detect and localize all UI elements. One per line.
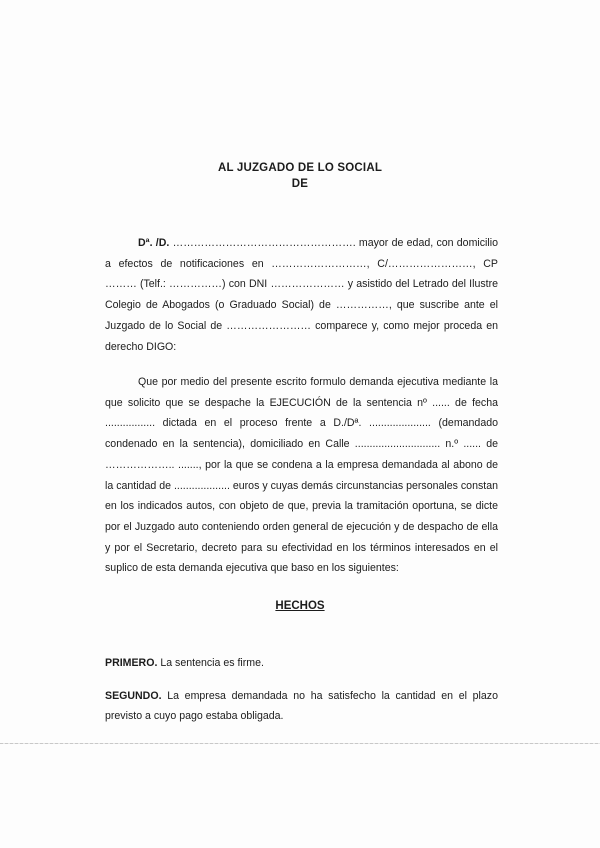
intro-text: ……………………………………………. mayor de edad, con domicilio a efectos de notificaciones en ………………………, C/……………………, CP ……… (Telf.: ……………) con DNI ………………… y asistido del Letrado del Ilustre Colegio de Abogados (o Graduado Social) de ……………, que suscribe ante el Juzgado de lo Social de …………………… comparece y, como mejor proceda en derecho DIGO: <box>105 237 498 353</box>
page-bottom-divider <box>0 743 600 744</box>
body-paragraph: Que por medio del presente escrito formulo demanda ejecutiva mediante la que solicito que se despache la EJECUCIÓN de la sentencia nº ...... de fecha ................. dictada en el proceso frente a D./Dª. ..................... (demandado condenado en la sentencia), domiciliado en Calle ............................. n.º ...... de ……………….. ......., por la que se condena a la empresa demandada al abono de la cantidad de ................... euros y cuyas demás circunstancias personales constan en los indicados autos, con objeto de que, previa la tramitación oportuna, se dicte por el Juzgado auto conteniendo orden general de ejecución y de despacho de ella y por el Secretario, decreto para su efectividad en los términos interesados en el suplico de esta demanda ejecutiva que baso en los siguientes: <box>105 376 498 575</box>
fact-text: La empresa demandada no ha satisfecho la cantidad en el plazo previsto a cuyo pago estaba obligada. <box>105 690 498 722</box>
court-title-de: DE <box>291 178 309 190</box>
intro-label: Dª. /D. <box>138 237 170 249</box>
section-heading-hechos: HECHOS <box>275 600 325 612</box>
fact-primero <box>105 654 498 674</box>
court-title: AL JUZGADO DE LO SOCIAL <box>217 162 383 174</box>
fact-segundo <box>105 687 498 726</box>
intro-paragraph <box>105 233 498 357</box>
fact-label: SEGUNDO. <box>105 690 162 702</box>
fact-text: La sentencia es firme. <box>157 657 264 669</box>
fact-label: PRIMERO. <box>105 657 158 669</box>
